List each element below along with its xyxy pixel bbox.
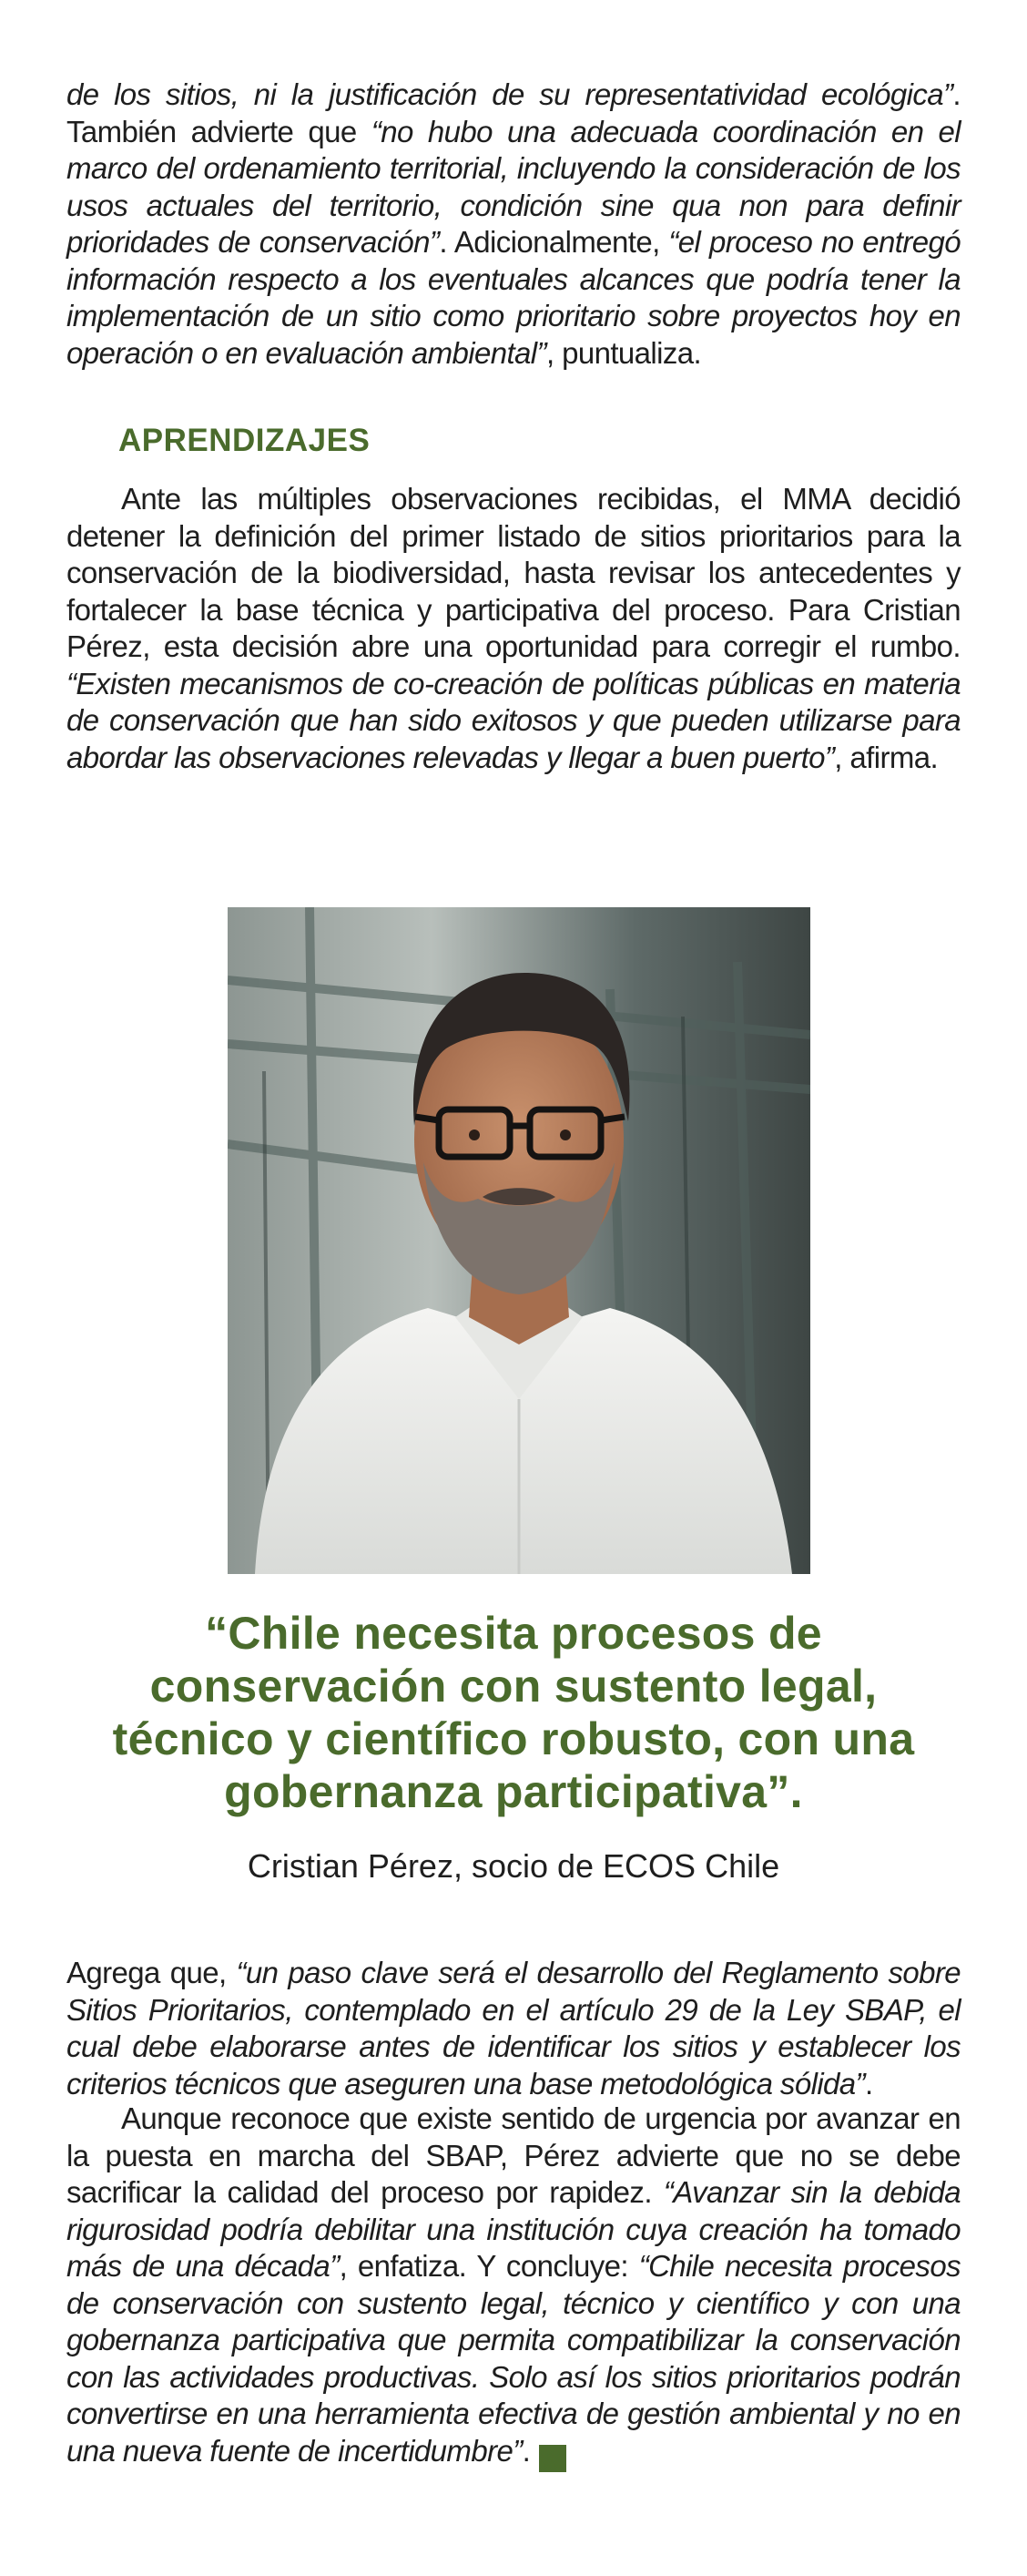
pull-quote: “Chile necesita procesos de conservación con sustento legal, técnico y científico robusto, con una gobernanza participativa”. <box>112 1608 915 1817</box>
quote-attribution: Cristian Pérez, socio de ECOS Chile <box>247 1847 780 1885</box>
publication-logo-icon: LA <box>539 2445 566 2472</box>
body-text: . <box>522 2433 531 2468</box>
body-text: . Adicionalmente, <box>439 225 669 259</box>
body-text: . También advierte que <box>66 77 961 148</box>
body-text: Aunque reconoce que existe sentido de urgencia por avanzar en la puesta en marcha del SBAP, Pérez advierte que no se debe sacrificar la calidad del proceso por rapidez. <box>66 2101 961 2209</box>
body-text: . <box>864 2066 873 2101</box>
quote-fragment: “Avanzar sin la debida rigurosidad podría debilitar una institución cuya creación ha tomado más de una década” <box>66 2175 961 2283</box>
body-text: , afirma. <box>834 740 939 774</box>
portrait-photo <box>228 907 810 1574</box>
body-text: Agrega que, <box>66 1956 237 1989</box>
paragraph-4 <box>66 2101 961 2472</box>
paragraph-3 <box>66 1955 961 2102</box>
quote-fragment: “Existen mecanismos de co-creación de políticas públicas en materia de conservación que han sido exitosos y que pueden utilizarse para abordar las observaciones relevadas y llegar a buen puerto” <box>66 666 961 774</box>
section-heading: APRENDIZAJES <box>118 423 371 458</box>
body-text: Ante las múltiples observaciones recibidas, el MMA decidió detener la definición del primer listado de sitios prioritarios para la conservación de la biodiversidad, hasta revisar los antecedentes y fortalecer la base técnica y participativa del proceso. Para Cristian Pérez, esta decisión abre una oportunidad para corregir el rumbo. <box>66 482 961 663</box>
quote-fragment: “el proceso no entregó información respecto a los eventuales alcances que podría tener la implementación de un sitio como prioritario sobre proyectos hoy en operación o en evaluación ambiental” <box>66 225 961 370</box>
body-text: , enfatiza. Y concluye: <box>339 2249 639 2283</box>
paragraph-2 <box>66 481 961 776</box>
paragraph-1 <box>66 77 961 372</box>
quote-fragment: “no hubo una adecuada coordinación en el marco del ordenamiento territorial, incluyendo la consideración de los usos actuales del territorio, condición sine qua non para definir prioridades de conservación” <box>66 114 961 259</box>
quote-fragment: “Chile necesita procesos de conservación con sustento legal, técnico y científico y con una gobernanza participativa que permita compatibilizar la conservación con las actividades productivas. Solo así los sitios prioritarios podrán convertirse en una herramienta efectiva de gestión ambiental y no en una nueva fuente de incertidumbre” <box>66 2249 961 2468</box>
quote-fragment: “un paso clave será el desarrollo del Reglamento sobre Sitios Prioritarios, contemplado en el artículo 29 de la Ley SBAP, el cual debe elaborarse antes de identificar los sitios y establecer los criterios técnicos que aseguren una base metodológica sólida” <box>66 1956 961 2101</box>
quote-fragment: de los sitios, ni la justificación de su representatividad ecológica” <box>66 77 953 111</box>
body-text: , puntualiza. <box>545 335 702 370</box>
